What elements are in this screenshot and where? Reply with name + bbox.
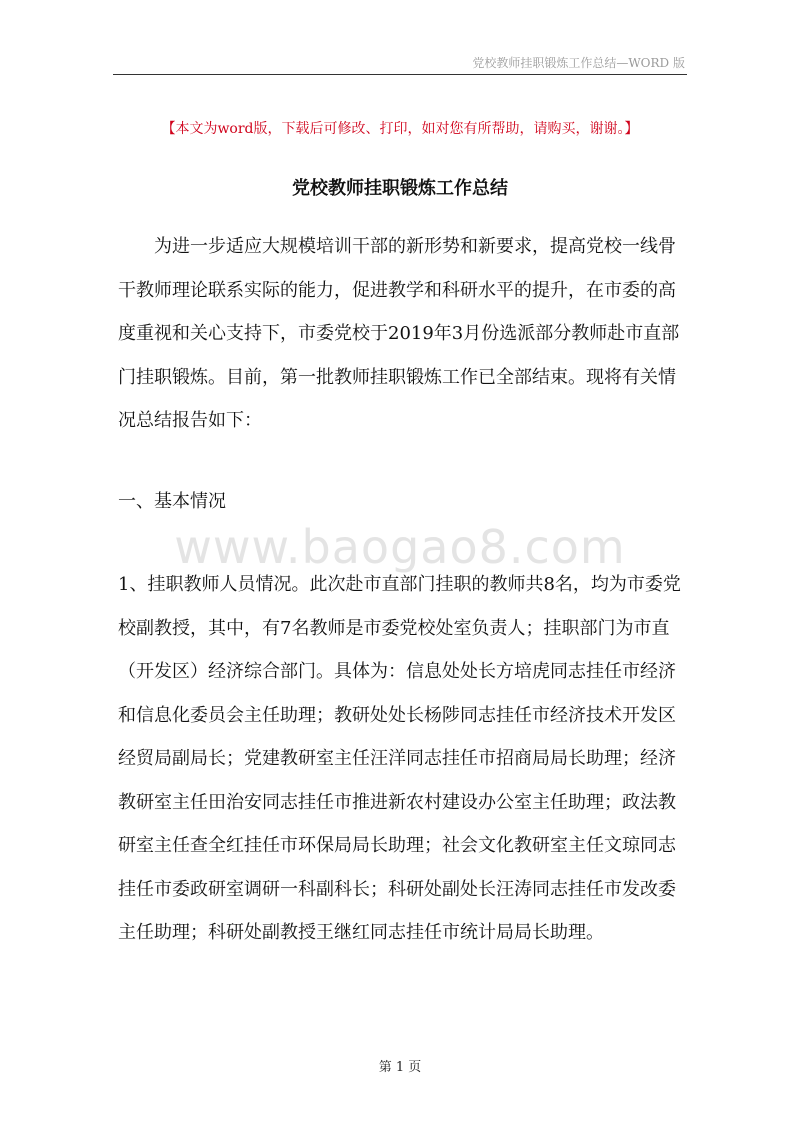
purchase-notice: 【本文为word版，下载后可修改、打印，如对您有所帮助，请购买，谢谢。】	[161, 121, 639, 137]
header-rule	[113, 74, 687, 75]
running-header: 党校教师挂职锻炼工作总结—WORD 版	[472, 56, 685, 70]
page-number: 第 1 页	[378, 1060, 422, 1075]
intro-paragraph: 为进一步适应大规模培训干部的新形势和新要求，提高党校一线骨干教师理论联系实际的能力，促进教学和科研水平的提升，在市委的高度重视和关心支持下，市委党校于2019年3月份选派部分教师赴市直部门挂职锻炼。目前，第一批教师挂职锻炼工作已全部结束。现将有关情况总结报告如下：	[118, 236, 680, 431]
watermark: www.baogao8.com	[174, 520, 626, 574]
section-paragraph: 1、挂职教师人员情况。此次赴市直部门挂职的教师共8名，均为市委党校副教授，其中，有7名教师是市委党校处室负责人；挂职部门为市直（开发区）经济综合部门。具体为：信息处处长方培虎同志挂任市经济和信息化委员会主任助理；教研处处长杨陟同志挂任市经济技术开发区经贸局副局长；党建教研室主任汪洋同志挂任市招商局局长助理；经济教研室主任田治安同志挂任市推进新农村建设办公室主任助理；政法教研室主任查全红挂任市环保局局长助理；社会文化教研室主任文琼同志挂任市委政研室调研一科副科长；科研处副处长汪涛同志挂任市发改委主任助理；科研处副教授王继红同志挂任市统计局局长助理。	[118, 574, 681, 943]
document-title: 党校教师挂职锻炼工作总结	[292, 178, 508, 199]
section-heading: 一、基本情况	[118, 491, 226, 512]
